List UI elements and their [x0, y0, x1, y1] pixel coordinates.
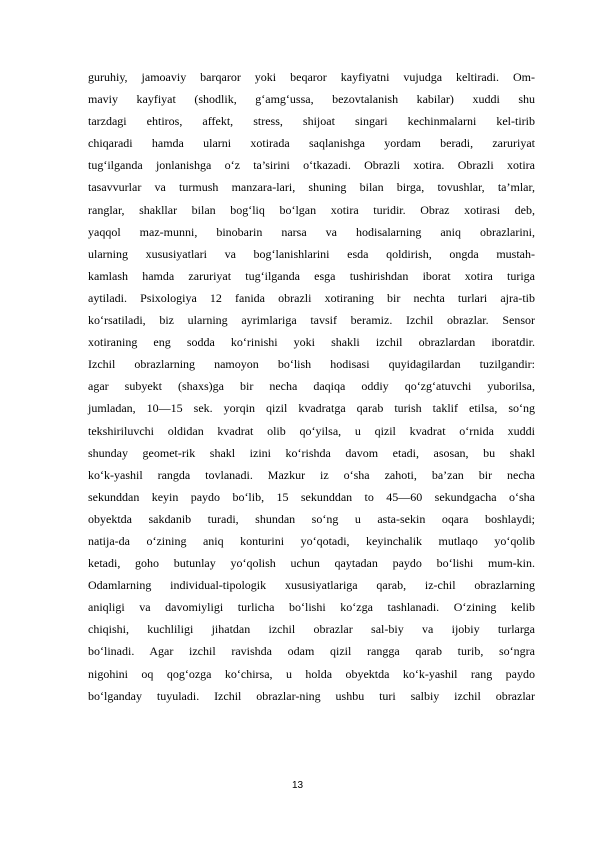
text-line: chiqishi, kuchliligi jihatdan izchil obrazlar sal-biy va ijobiy turlarga: [88, 622, 535, 637]
text-line: jumladan, 10—15 sek. yorqin qizil kvadratga qarab turish taklif etilsa, so‘ng: [88, 401, 535, 416]
text-line: kamlash hamda zaruriyat tug‘ilganda esga tushirishdan iborat xotira turiga: [88, 268, 535, 283]
text-line: aniqligi va davomiyligi turlicha bo‘lishi ko‘zga tashlanadi. O‘zining kelib: [88, 600, 535, 615]
text-line: bo‘lganday tuyuladi. Izchil obrazlar-ning ushbu turi salbiy izchil obrazlar: [88, 688, 535, 703]
text-line: maviy kayfiyat (shodlik, g‘amg‘ussa, bezovtalanish kabilar) xuddi shu: [88, 92, 535, 107]
text-line: Odamlarning individual-tipologik xususiyatlariga qarab, iz-chil obrazlarning: [88, 578, 535, 593]
text-line: obyektda sakdanib turadi, shundan so‘ng u asta-sekin oqara boshlaydi;: [88, 511, 535, 526]
text-line: chiqaradi hamda ularni xotirada saqlanishga yordam beradi, zaruriyat: [88, 136, 535, 151]
text-line: tekshiriluvchi oldidan kvadrat olib qo‘yilsa, u qizil kvadrat o‘rnida xuddi: [88, 423, 535, 438]
page-number: 13: [291, 780, 304, 791]
text-line: ko‘rsatiladi, biz ularning ayrimlariga tavsif beramiz. Izchil obrazlar. Sensor: [88, 313, 535, 328]
text-line: Izchil obrazlarning namoyon bo‘lish hodisasi quyidagilardan tuzilgandir:: [88, 357, 535, 372]
text-line: tarzdagi ehtiros, affekt, stress, shijoat singari kechinmalarni kel-tirib: [88, 114, 535, 129]
text-line: aytiladi. Psixologiya 12 fanida obrazli xotiraning bir nechta turlari ajra-tib: [88, 290, 535, 305]
text-line: bo‘linadi. Agar izchil ravishda odam qizil rangga qarab turib, so‘ngra: [88, 644, 535, 659]
text-line: sekunddan keyin paydo bo‘lib, 15 sekunddan to 45—60 sekundgacha o‘sha: [88, 489, 535, 504]
text-line: tasavvurlar va turmush manzara-lari, shuning bilan birga, tovushlar, ta’mlar,: [88, 180, 535, 195]
text-line: xotiraning eng sodda ko‘rinishi yoki shakli izchil obrazlardan iboratdir.: [88, 335, 535, 350]
text-line: nigohini oq qog‘ozga ko‘chirsa, u holda obyektda ko‘k-yashil rang paydo: [88, 666, 535, 681]
text-line: agar subyekt (shaxs)ga bir necha daqiqa oddiy qo‘zg‘atuvchi yuborilsa,: [88, 379, 535, 394]
text-line: ko‘k-yashil rangda tovlanadi. Mazkur iz o‘sha zahoti, ba’zan bir necha: [88, 467, 535, 482]
text-line: shunday geomet-rik shakl izini ko‘rishda davom etadi, asosan, bu shakl: [88, 445, 535, 460]
text-line: tug‘ilganda jonlanishga o‘z ta’sirini o‘tkazadi. Obrazli xotira. Obrazli xotira: [88, 158, 535, 173]
text-line: natija-da o‘zining aniq konturini yo‘qotadi, keyinchalik mutlaqo yo‘qolib: [88, 533, 535, 548]
text-line: yaqqol maz-munni, binobarin narsa va hodisalarning aniq obrazlarini,: [88, 224, 535, 239]
document-body: [88, 66, 535, 707]
text-line: ularning xususiyatlari va bog‘lanishlarini esda qoldirish, ongda mustah-: [88, 246, 535, 261]
text-line: ketadi, goho butunlay yo‘qolish uchun qaytadan paydo bo‘lishi mum-kin.: [88, 556, 535, 571]
text-line: guruhiy, jamoaviy barqaror yoki beqaror kayfiyatni vujudga keltiradi. Om-: [88, 70, 535, 84]
text-line: ranglar, shakllar bilan bog‘liq bo‘lgan xotira turidir. Obraz xotirasi deb,: [88, 202, 535, 217]
